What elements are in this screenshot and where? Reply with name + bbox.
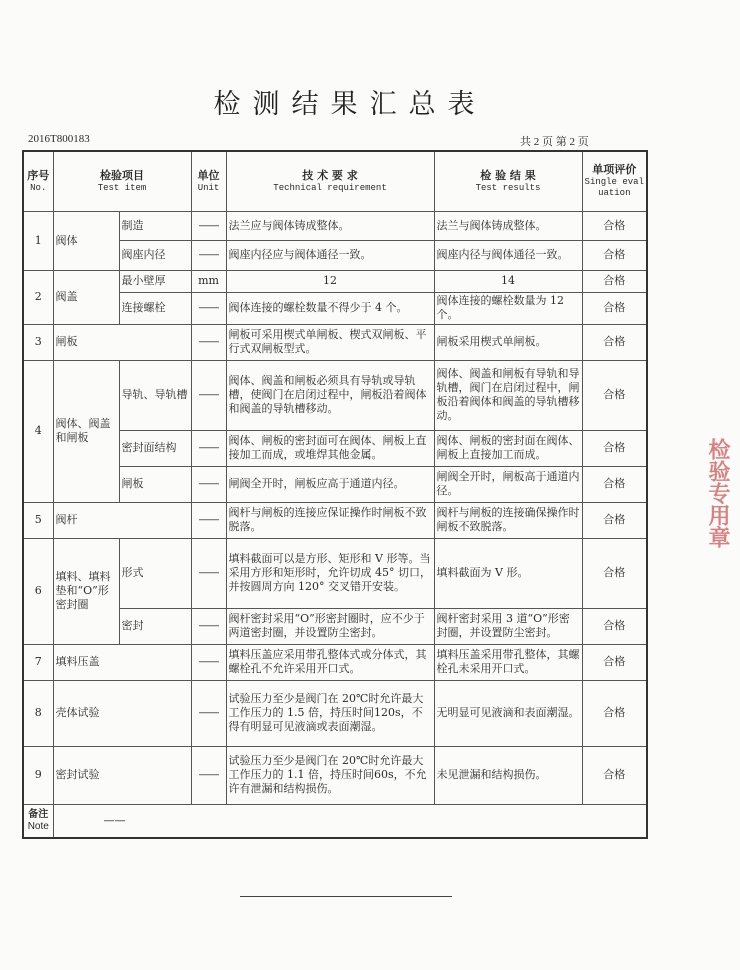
row-evaluation: 合格 xyxy=(582,680,647,746)
row-no: 3 xyxy=(23,324,53,360)
page-info: 共 2 页 第 2 页 xyxy=(520,136,589,148)
row-no: 6 xyxy=(23,538,53,644)
row-unit: —— xyxy=(191,240,226,270)
signature-line xyxy=(240,896,452,897)
row-requirement: 12 xyxy=(226,270,434,292)
row-evaluation: 合格 xyxy=(582,538,647,608)
row-result: 闸阀全开时，闸板高于通道内径。 xyxy=(434,466,582,502)
row-subitem: 密封 xyxy=(119,608,191,644)
row-result: 填料压盖采用带孔整体，其螺栓孔未采用开口式。 xyxy=(434,644,582,680)
row-item: 闸板 xyxy=(53,324,191,360)
row-requirement: 阀座内径应与阀体通径一致。 xyxy=(226,240,434,270)
row-requirement: 阀体、阀盖和闸板必须具有导轨或导轨槽，使阀门在启闭过程中，闸板沿着阀体和阀盖的导轨槽移动。 xyxy=(226,360,434,430)
row-result: 无明显可见液滴和表面潮湿。 xyxy=(434,680,582,746)
document-title: 检测结果汇总表 xyxy=(213,89,487,120)
row-result: 法兰与阀体铸成整体。 xyxy=(434,211,582,240)
inspection-stamp: 检验专用章 xyxy=(705,438,731,548)
row-subitem: 阀座内径 xyxy=(119,240,191,270)
row-evaluation: 合格 xyxy=(582,746,647,804)
row-result: 未见泄漏和结构损伤。 xyxy=(434,746,582,804)
row-unit: —— xyxy=(191,360,226,430)
row-result: 闸板采用楔式单闸板。 xyxy=(434,324,582,360)
header-result: 检 验 结 果 Test results xyxy=(434,151,582,211)
table-row xyxy=(23,360,647,430)
row-result: 填料截面为 V 形。 xyxy=(434,538,582,608)
row-requirement: 法兰应与阀体铸成整体。 xyxy=(226,211,434,240)
row-unit: —— xyxy=(191,324,226,360)
row-result: 阀体连接的螺栓数量为 12 个。 xyxy=(434,292,582,324)
row-evaluation: 合格 xyxy=(582,608,647,644)
row-item: 阀杆 xyxy=(53,502,191,538)
note-value: —— xyxy=(53,804,647,838)
row-evaluation: 合格 xyxy=(582,211,647,240)
row-item: 壳体试验 xyxy=(53,680,191,746)
row-subitem: 连接螺栓 xyxy=(119,292,191,324)
table-row xyxy=(23,644,647,680)
note-row xyxy=(23,804,647,838)
row-unit: —— xyxy=(191,746,226,804)
table-row xyxy=(23,270,647,292)
row-requirement: 阀体、闸板的密封面可在阀体、闸板上直接加工而成，或堆焊其他金属。 xyxy=(226,430,434,466)
results-table xyxy=(22,150,648,839)
document-code: 2016T800183 xyxy=(28,133,90,145)
row-unit: —— xyxy=(191,608,226,644)
row-unit: —— xyxy=(191,538,226,608)
row-no: 9 xyxy=(23,746,53,804)
row-item: 阀体 xyxy=(53,211,119,270)
row-item: 阀体、阀盖和闸板 xyxy=(53,360,119,502)
row-item: 填料压盖 xyxy=(53,644,191,680)
row-evaluation: 合格 xyxy=(582,502,647,538)
row-requirement: 闸板可采用楔式单闸板、楔式双闸板、平行式双闸板型式。 xyxy=(226,324,434,360)
header-item: 检验项目 Test item xyxy=(53,151,191,211)
row-subitem: 闸板 xyxy=(119,466,191,502)
row-evaluation: 合格 xyxy=(582,430,647,466)
table-row xyxy=(23,680,647,746)
row-evaluation: 合格 xyxy=(582,292,647,324)
header-unit: 单位 Unit xyxy=(191,151,226,211)
row-unit: mm xyxy=(191,270,226,292)
row-result: 阀体、闸板的密封面在阀体、闸板上直接加工而成。 xyxy=(434,430,582,466)
row-no: 4 xyxy=(23,360,53,502)
row-unit: —— xyxy=(191,430,226,466)
row-requirement: 阀杆密封采用“O”形密封圈时，应不少于两道密封圈，并设置防尘密封。 xyxy=(226,608,434,644)
table-row xyxy=(23,746,647,804)
table-header-row xyxy=(23,151,647,211)
row-evaluation: 合格 xyxy=(582,360,647,430)
note-label: 备注 Note xyxy=(23,804,53,838)
row-subitem: 制造 xyxy=(119,211,191,240)
row-evaluation: 合格 xyxy=(582,466,647,502)
header-evaluation: 单项评价 Single evaluation xyxy=(582,151,647,211)
row-unit: —— xyxy=(191,680,226,746)
row-requirement: 试验压力至少是阀门在 20℃时允许最大工作压力的 1.1 倍，持压时间60s，不允许有泄漏和结构损伤。 xyxy=(226,746,434,804)
row-unit: —— xyxy=(191,292,226,324)
row-unit: —— xyxy=(191,502,226,538)
row-unit: —— xyxy=(191,644,226,680)
row-evaluation: 合格 xyxy=(582,644,647,680)
row-result: 14 xyxy=(434,270,582,292)
header-requirement: 技 术 要 求 Technical requirement xyxy=(226,151,434,211)
row-item: 阀盖 xyxy=(53,270,119,324)
row-unit: —— xyxy=(191,466,226,502)
row-evaluation: 合格 xyxy=(582,270,647,292)
row-item: 密封试验 xyxy=(53,746,191,804)
table-row xyxy=(23,324,647,360)
row-result: 阀座内径与阀体通径一致。 xyxy=(434,240,582,270)
row-unit: —— xyxy=(191,211,226,240)
row-requirement: 试验压力至少是阀门在 20℃时允许最大工作压力的 1.5 倍，持压时间120s，不得有明显可见液滴或表面潮湿。 xyxy=(226,680,434,746)
table-row xyxy=(23,502,647,538)
row-requirement: 闸阀全开时，闸板应高于通道内径。 xyxy=(226,466,434,502)
table-row xyxy=(23,211,647,240)
row-requirement: 填料截面可以是方形、矩形和 V 形等。当采用方形和矩形时，允许切成 45° 切口，并按圆周方向 120° 交叉错开安装。 xyxy=(226,538,434,608)
header-no: 序号 No. xyxy=(23,151,53,211)
row-evaluation: 合格 xyxy=(582,240,647,270)
row-no: 5 xyxy=(23,502,53,538)
row-requirement: 阀体连接的螺栓数量不得少于 4 个。 xyxy=(226,292,434,324)
row-requirement: 填料压盖应采用带孔整体式或分体式，其螺栓孔不允许采用开口式。 xyxy=(226,644,434,680)
row-requirement: 阀杆与闸板的连接应保证操作时闸板不致脱落。 xyxy=(226,502,434,538)
row-result: 阀体、阀盖和闸板有导轨和导轨槽，阀门在启闭过程中，闸板沿着阀体和阀盖的导轨槽移动。 xyxy=(434,360,582,430)
row-evaluation: 合格 xyxy=(582,324,647,360)
row-no: 7 xyxy=(23,644,53,680)
row-result: 阀杆与闸板的连接确保操作时闸板不致脱落。 xyxy=(434,502,582,538)
row-item: 填料、填料垫和“O”形密封圈 xyxy=(53,538,119,644)
row-subitem: 形式 xyxy=(119,538,191,608)
row-result: 阀杆密封采用 3 道“O”形密封圈，并设置防尘密封。 xyxy=(434,608,582,644)
row-no: 2 xyxy=(23,270,53,324)
row-no: 1 xyxy=(23,211,53,270)
row-subitem: 导轨、导轨槽 xyxy=(119,360,191,430)
row-subitem: 最小壁厚 xyxy=(119,270,191,292)
row-subitem: 密封面结构 xyxy=(119,430,191,466)
table-row xyxy=(23,538,647,608)
row-no: 8 xyxy=(23,680,53,746)
